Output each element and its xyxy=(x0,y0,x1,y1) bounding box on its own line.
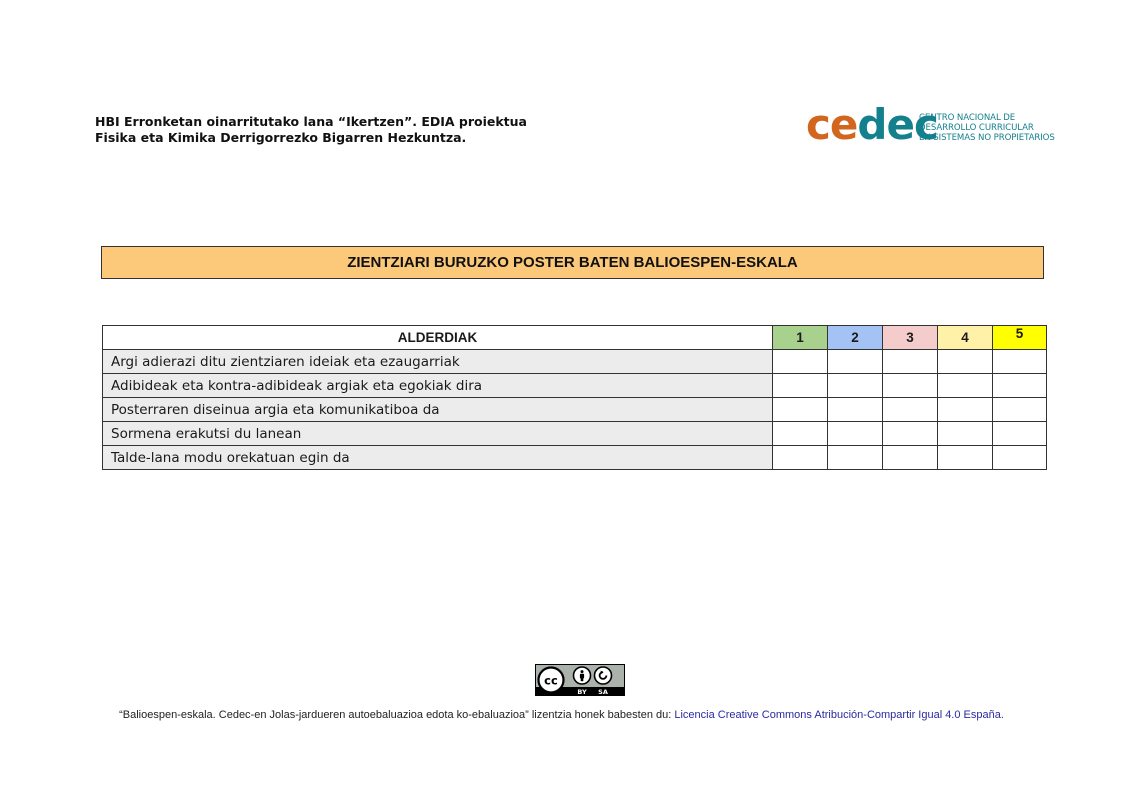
score-header-2: 2 xyxy=(828,326,883,350)
score-header-4: 4 xyxy=(938,326,993,350)
header-line-2: Fisika eta Kimika Derrigorrezko Bigarren Hezkuntza. xyxy=(95,130,467,145)
score-cell[interactable] xyxy=(938,446,993,470)
score-cell[interactable] xyxy=(828,422,883,446)
svg-text:cc: cc xyxy=(544,673,558,688)
criteria-header: ALDERDIAK xyxy=(103,326,773,350)
table-row xyxy=(103,446,1047,470)
score-header-1: 1 xyxy=(773,326,828,350)
cc-license-badge[interactable] xyxy=(535,664,625,696)
svg-text:BY: BY xyxy=(577,688,587,696)
license-link[interactable]: Licencia Creative Commons Atribución-Compartir Igual 4.0 España. xyxy=(674,709,1004,721)
score-cell[interactable] xyxy=(883,422,938,446)
score-cell[interactable] xyxy=(993,398,1047,422)
score-cell[interactable] xyxy=(993,374,1047,398)
score-cell[interactable] xyxy=(883,446,938,470)
footer-text: “Balioespen-eskala. Cedec-en Jolas-jardueren autoebaluazioa edota ko-ebaluazioa” lizentzia honek babesten du: xyxy=(119,709,675,721)
table-row xyxy=(103,374,1047,398)
header-line-1: HBI Erronketan oinarritutako lana “Ikertzen”. EDIA proiektua xyxy=(95,114,527,129)
cedec-logo xyxy=(806,100,1055,150)
table-row xyxy=(103,398,1047,422)
score-cell[interactable] xyxy=(938,422,993,446)
criterion-label: Posterraren diseinua argia eta komunikatiboa da xyxy=(103,398,773,422)
criterion-label: Argi adierazi ditu zientziaren ideiak eta ezaugarriak xyxy=(103,350,773,374)
score-cell[interactable] xyxy=(828,398,883,422)
score-cell[interactable] xyxy=(773,398,828,422)
score-cell[interactable] xyxy=(993,422,1047,446)
criterion-label: Talde-lana modu orekatuan egin da xyxy=(103,446,773,470)
table-header-row xyxy=(103,326,1047,350)
score-cell[interactable] xyxy=(773,374,828,398)
score-cell[interactable] xyxy=(773,446,828,470)
score-cell[interactable] xyxy=(883,350,938,374)
rating-scale-table xyxy=(102,325,1047,470)
score-cell[interactable] xyxy=(938,350,993,374)
score-cell[interactable] xyxy=(938,398,993,422)
score-cell[interactable] xyxy=(883,374,938,398)
criterion-label: Sormena erakutsi du lanean xyxy=(103,422,773,446)
score-header-3: 3 xyxy=(883,326,938,350)
score-cell[interactable] xyxy=(828,446,883,470)
page-title: ZIENTZIARI BURUZKO POSTER BATEN BALIOESPEN-ESKALA xyxy=(101,246,1044,279)
criterion-label: Adibideak eta kontra-adibideak argiak eta egokiak dira xyxy=(103,374,773,398)
table-row xyxy=(103,422,1047,446)
header-text xyxy=(95,114,527,146)
score-cell[interactable] xyxy=(828,374,883,398)
score-cell[interactable] xyxy=(993,446,1047,470)
cedec-logo-word: cedec xyxy=(806,100,938,149)
score-cell[interactable] xyxy=(773,422,828,446)
table-row xyxy=(103,350,1047,374)
score-cell[interactable] xyxy=(883,398,938,422)
score-header-5: 5 xyxy=(993,326,1047,350)
license-footer xyxy=(0,709,1123,721)
score-cell[interactable] xyxy=(828,350,883,374)
score-cell[interactable] xyxy=(993,350,1047,374)
sa-share-icon xyxy=(595,667,612,684)
svg-text:SA: SA xyxy=(598,688,608,696)
cedec-logo-tagline: CENTRO NACIONAL DE DESARROLLO CURRICULAR EN SISTEMAS NO PROPIETARIOS xyxy=(919,113,1055,143)
score-cell[interactable] xyxy=(773,350,828,374)
score-cell[interactable] xyxy=(938,374,993,398)
